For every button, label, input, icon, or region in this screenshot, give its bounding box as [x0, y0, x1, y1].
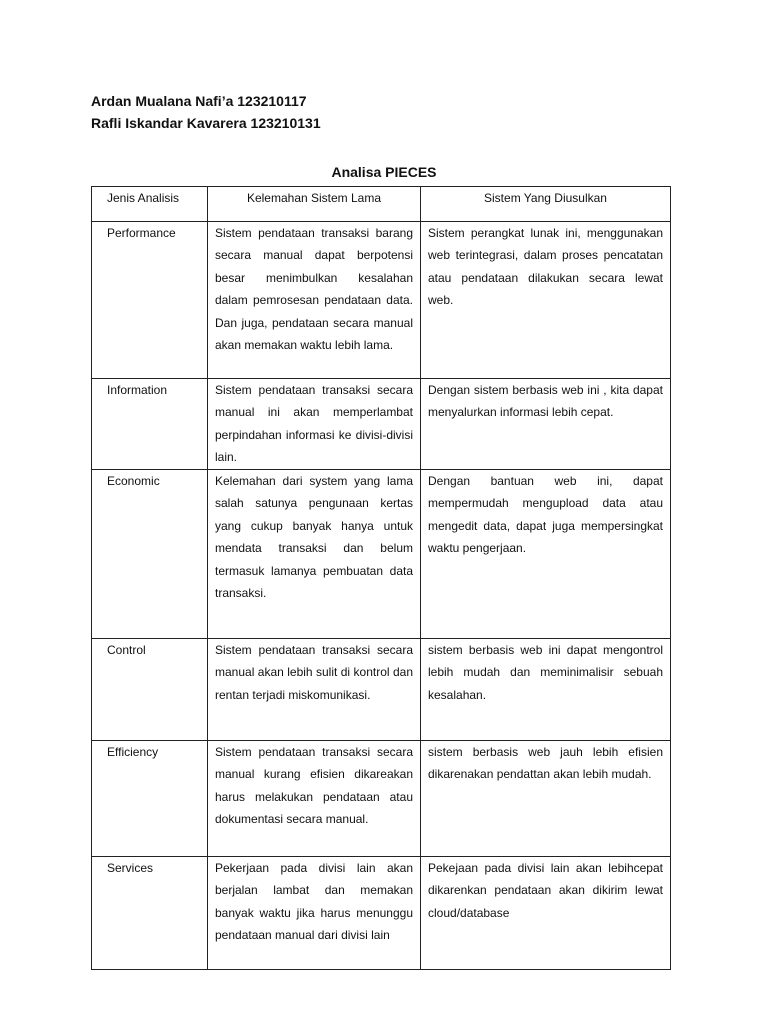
weakness-cell: Sistem pendataan transaksi secara manual ini akan memperlambat perpindahan informasi ke divisi-divisi lain. [208, 379, 421, 470]
weakness-cell: Pekerjaan pada divisi lain akan berjalan lambat dan memakan banyak waktu jika harus menunggu pendataan manual dari divisi lain [208, 857, 421, 970]
proposed-cell: sistem berbasis web ini dapat mengontrol lebih mudah dan meminimalisir sebuah kesalahan. [421, 639, 671, 741]
weakness-cell: Sistem pendataan transaksi secara manual kurang efisien dikareakan harus melakukan pendataan atau dokumentasi secara manual. [208, 741, 421, 857]
author-block [91, 90, 321, 134]
column-header-proposed-system: Sistem Yang Diusulkan [421, 187, 671, 222]
weakness-cell: Sistem pendataan transaksi secara manual akan lebih sulit di kontrol dan rentan terjadi miskomunikasi. [208, 639, 421, 741]
document-title: Analisa PIECES [331, 164, 437, 180]
table-row [92, 857, 671, 970]
aspect-cell: Information [92, 379, 208, 470]
weakness-cell: Kelemahan dari system yang lama salah satunya pengunaan kertas yang cukup banyak hanya untuk mendata transaksi dan belum termasuk lamanya pembuatan data transaksi. [208, 470, 421, 639]
table-row [92, 741, 671, 857]
author-line: Ardan Mualana Nafi’a 123210117 [91, 93, 307, 109]
pieces-analysis-table [91, 186, 671, 970]
author-line: Rafli Iskandar Kavarera 123210131 [91, 115, 321, 131]
proposed-cell: sistem berbasis web jauh lebih efisien dikarenakan pendattan akan lebih mudah. [421, 741, 671, 857]
proposed-cell: Dengan bantuan web ini, dapat mempermudah mengupload data atau mengedit data, dapat juga mempersingkat waktu pengerjaan. [421, 470, 671, 639]
aspect-cell: Services [92, 857, 208, 970]
table-header-row [92, 187, 671, 222]
proposed-cell: Sistem perangkat lunak ini, menggunakan web terintegrasi, dalam proses pencatatan atau pendataan dilakukan secara lewat web. [421, 222, 671, 379]
table-row [92, 470, 671, 639]
aspect-cell: Economic [92, 470, 208, 639]
weakness-cell: Sistem pendataan transaksi barang secara manual dapat berpotensi besar menimbulkan kesalahan dalam pemrosesan pendataan data. Dan juga, pendataan secara manual akan memakan waktu lebih lama. [208, 222, 421, 379]
column-header-old-system-weakness: Kelemahan Sistem Lama [208, 187, 421, 222]
table-row [92, 222, 671, 379]
proposed-cell: Pekejaan pada divisi lain akan lebihcepat dikarenkan pendataan akan dikirim lewat cloud/database [421, 857, 671, 970]
table-row [92, 639, 671, 741]
column-header-analysis-type: Jenis Analisis [92, 187, 208, 222]
table-row [92, 379, 671, 470]
aspect-cell: Performance [92, 222, 208, 379]
proposed-cell: Dengan sistem berbasis web ini , kita dapat menyalurkan informasi lebih cepat. [421, 379, 671, 470]
aspect-cell: Control [92, 639, 208, 741]
aspect-cell: Efficiency [92, 741, 208, 857]
